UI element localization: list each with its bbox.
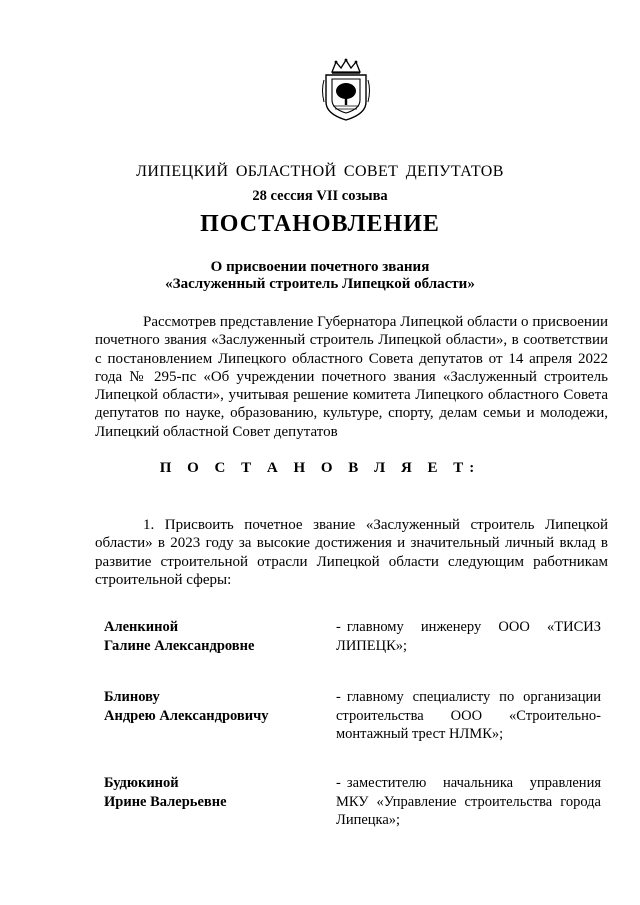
resolution-item-1: 1. Присвоить почетное звание «Заслуженный строитель Липецкой области» в 2023 году за высокие достижения и значительный личный вклад в развитие строительной отрасли Липецкой области следующим работникам строительной сферы: — [95, 517, 608, 588]
awardee-given-names: Галине Александровне — [104, 637, 255, 654]
awardee-role — [336, 774, 601, 830]
role-dash: - — [336, 775, 341, 791]
role-dash: - — [336, 619, 341, 635]
coat-of-arms-icon — [318, 58, 374, 122]
session-info: 28 сессия VII созыва — [252, 188, 388, 204]
subject-line-2: «Заслуженный строитель Липецкой области» — [165, 276, 475, 292]
document-type-title: ПОСТАНОВЛЕНИЕ — [200, 211, 440, 237]
awardee-surname: Блинову — [104, 689, 160, 705]
resolves-heading: П О С Т А Н О В Л Я Е Т: — [159, 460, 481, 476]
awardee-name — [104, 774, 324, 811]
awardee-given-names: Андрею Александровичу — [104, 707, 269, 724]
subject-line-1: О присвоении почетного звания — [210, 259, 430, 275]
awardee-name — [104, 688, 324, 725]
awardee-given-names: Ирине Валерьевне — [104, 793, 227, 810]
document-subject — [0, 259, 640, 293]
awardee-role — [336, 688, 601, 744]
awardee-name — [104, 618, 324, 655]
preamble-paragraph: Рассмотрев представление Губернатора Липецкой области о присвоении почетного звания «Заслуженный строитель Липецкой области», в соответствии с постановлением Липецкого областного Совета депутатов от 14 апреля 2022 года № 295-пс «Об учреждении почетного звания «Заслуженный строитель Липецкой области», учитывая решение комитета Липецкого областного Совета депутатов по науке, образованию, культуре, спорту, делам семьи и молодежи, Липецкий областной Совет депутатов — [95, 314, 608, 440]
awardee-role — [336, 618, 601, 655]
role-text: заместителю начальника управления МКУ «Управление строительства города Липецка»; — [336, 775, 601, 828]
awardee-surname: Аленкиной — [104, 619, 179, 635]
organization-name: ЛИПЕЦКИЙ ОБЛАСТНОЙ СОВЕТ ДЕПУТАТОВ — [136, 163, 504, 180]
role-text: главному инженеру ООО «ТИСИЗ ЛИПЕЦК»; — [336, 619, 601, 654]
role-text: главному специалисту по организации строительства ООО «Строительно-монтажный трест НЛМК»; — [336, 689, 601, 742]
awardee-surname: Будюкиной — [104, 775, 179, 791]
role-dash: - — [336, 689, 341, 705]
